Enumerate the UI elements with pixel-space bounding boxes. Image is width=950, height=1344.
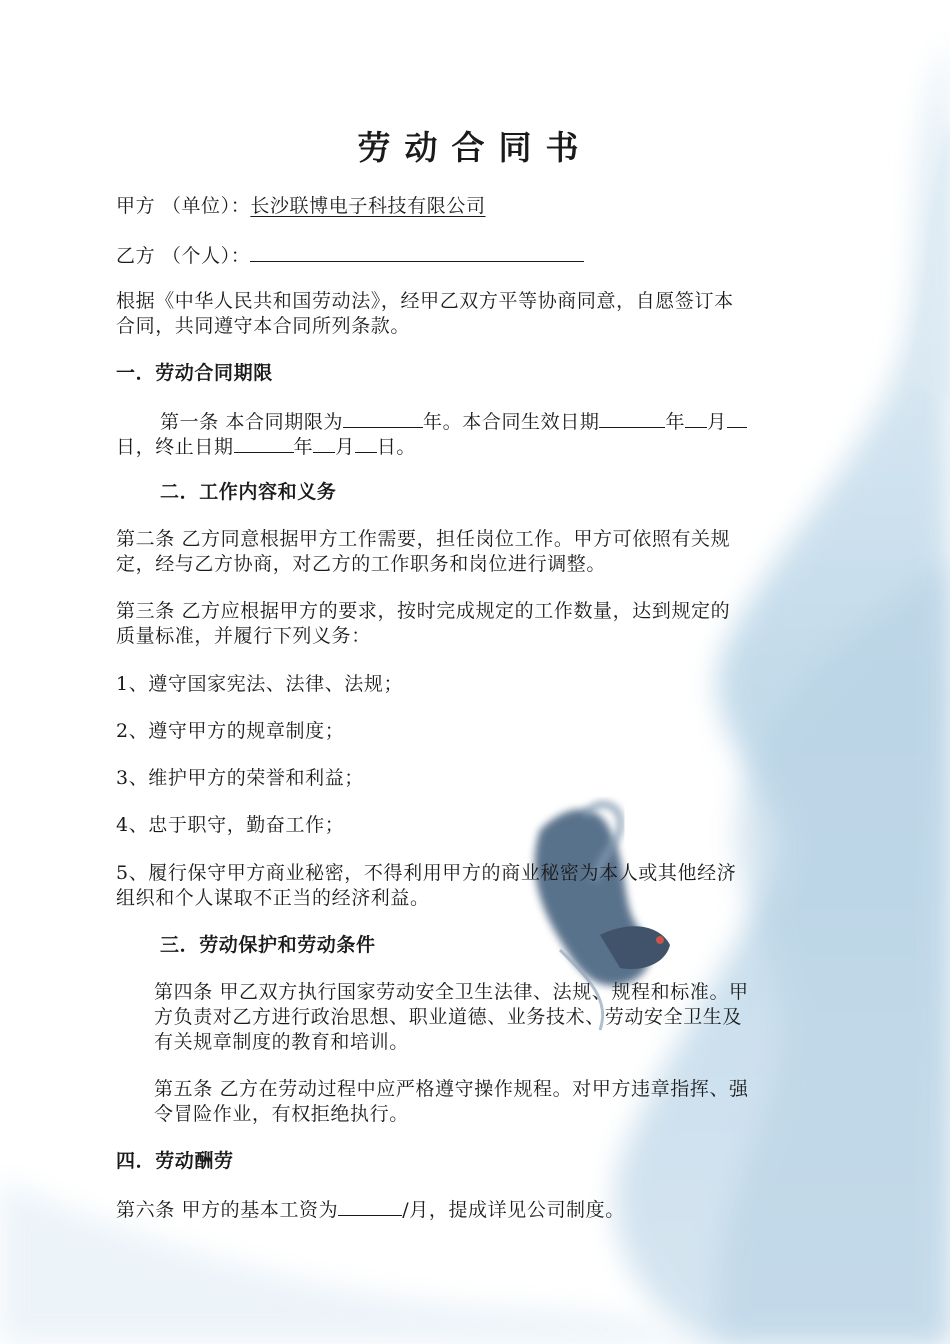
document-title: 劳动合同书 [357,128,593,167]
article-3-line-1: 第三条 乙方应根据甲方的要求，按时完成规定的工作数量，达到规定的 [116,600,731,622]
article-4-line-2: 方负责对乙方进行政治思想、职业道德、业务技术、劳动安全卫生及 [154,1006,743,1028]
duty-item-5-line-1: 5、履行保守甲方商业秘密，不得利用甲方的商业秘密为本人或其他经济 [116,862,737,884]
article-2-line-2: 定，经与乙方协商，对乙方的工作职务和岗位进行调整。 [116,553,607,575]
duty-item-4: 4、忠于职守，勤奋工作； [116,814,345,836]
article-1-text-d: 月 [707,411,727,433]
article-1-text-f: 年 [293,436,314,458]
party-a-value: 长沙联博电子科技有限公司 [250,195,486,217]
end-year-blank [234,433,294,453]
article-5-line-1: 第五条 乙方在劳动过程中应严格遵守操作规程。对甲方违章指挥、强 [154,1078,749,1100]
base-salary-blank [338,1196,402,1216]
article-1-text-c: 年 [665,411,686,433]
article-4-line-3: 有关规章制度的教育和培训。 [154,1031,409,1053]
article-1-text-h: 日。 [376,436,417,458]
party-b-line [116,242,584,269]
article-1-text-a: 第一条 本合同期限为 [160,411,344,433]
intro-line-2: 合同，共同遵守本合同所列条款。 [116,315,411,337]
start-month-blank [685,408,707,428]
article-1-text-b: 年。本合同生效日期 [423,411,600,433]
duty-item-3: 3、维护甲方的荣誉和利益； [116,767,364,789]
start-day-blank [727,408,747,428]
section-3-heading: 三．劳动保护和劳动条件 [160,934,376,956]
party-b-blank [250,242,584,262]
party-a-line [116,194,486,219]
duty-item-1: 1、遵守国家宪法、法律、法规； [116,673,404,695]
article-2-line-1: 第二条 乙方同意根据甲方工作需要，担任岗位工作。甲方可依照有关规 [116,528,731,550]
contract-years-blank [343,408,423,428]
end-month-blank [313,433,335,453]
section-2-heading: 二．工作内容和义务 [160,481,337,503]
party-a-label: 甲方 （单位）： [116,195,251,217]
article-1-text-e: 日，终止日期 [116,436,234,458]
duty-item-5-line-2: 组织和个人谋取不正当的经济利益。 [116,887,430,909]
article-6-text-b: /月，提成详见公司制度。 [402,1199,625,1221]
article-1-line-1 [160,408,747,435]
section-1-heading: 一．劳动合同期限 [116,362,273,384]
article-5-line-2: 令冒险作业，有权拒绝执行。 [154,1103,409,1125]
article-6-text-a: 第六条 甲方的基本工资为 [116,1199,339,1221]
start-year-blank [599,408,665,428]
end-day-blank [355,433,377,453]
article-6-line [116,1196,625,1223]
section-4-heading: 四．劳动酬劳 [116,1150,234,1172]
article-3-line-2: 质量标准，并履行下列义务： [116,625,371,647]
article-4-line-1: 第四条 甲乙双方执行国家劳动安全卫生法律、法规、规程和标准。甲 [154,981,749,1003]
article-1-line-2 [116,433,416,460]
party-b-label: 乙方 （个人）： [116,245,251,267]
article-1-text-g: 月 [335,436,355,458]
intro-line-1: 根据《中华人民共和国劳动法》，经甲乙双方平等协商同意，自愿签订本 [116,290,734,312]
duty-item-2: 2、遵守甲方的规章制度； [116,720,345,742]
